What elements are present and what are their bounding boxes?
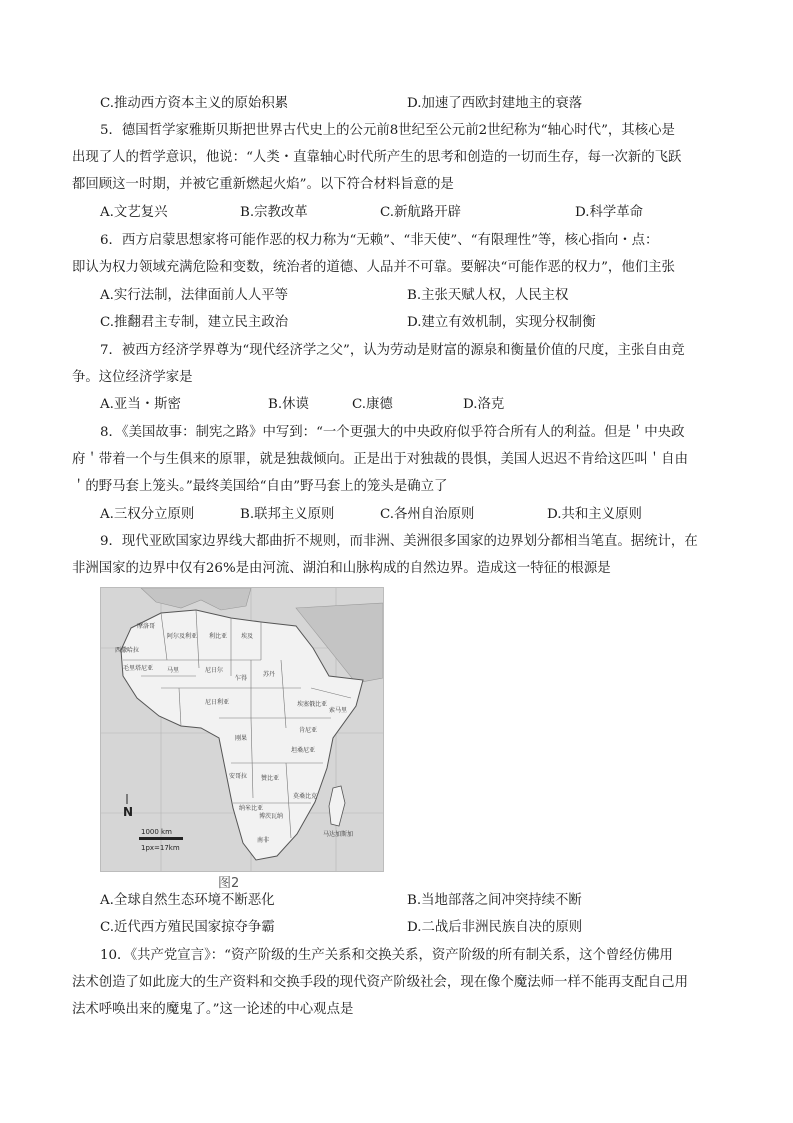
map-label-morocco: 摩洛哥 (137, 623, 156, 630)
q9-option-a: A.全球自然生态环境不断恶化 (100, 893, 275, 908)
q7-option-c: C.康德 (352, 397, 393, 412)
map-label-ethiopia: 埃塞俄比亚 (297, 701, 328, 708)
map-label-mauritania: 毛里塔尼亚 (123, 665, 154, 672)
q5-stem-line-1: 5．德国哲学家雅斯贝斯把世界古代史上的公元前8世纪至公元前2世纪称为“轴心时代”，其核心是 (100, 123, 675, 138)
q7-option-a: A.亚当・斯密 (100, 397, 181, 412)
madagascar-island (329, 786, 345, 826)
q8-option-d: D.共和主义原则 (547, 507, 642, 522)
map-label-niger: 尼日尔 (205, 667, 224, 674)
q6-option-b: B.主张天赋人权，人民主权 (407, 288, 569, 303)
q4-option-c: C.推动西方资本主义的原始积累 (100, 96, 289, 111)
map-label-botswana: 博茨瓦纳 (259, 813, 284, 820)
q9-option-d: D.二战后非洲民族自决的原则 (407, 920, 583, 935)
map-label-congo: 刚果 (235, 735, 248, 742)
q7-option-d: D.洛克 (463, 397, 505, 412)
q8-stem-line-3: ＇的野马套上笼头。”最终美国给“自由”野马套上的笼头是确立了 (72, 479, 448, 494)
europe-landmass (141, 588, 251, 610)
africa-map-svg (101, 588, 383, 871)
q7-stem-line-2: 争。这位经济学家是 (72, 370, 193, 385)
scale-bar (139, 837, 183, 840)
map-label-egypt: 埃及 (241, 633, 254, 640)
q6-stem-line-2: 即认为权力领域充满危险和变数，统治者的道德、人品并不可靠。要解决“可能作恶的权力”，他们主张 (72, 260, 675, 275)
map-label-namibia: 纳米比亚 (239, 805, 264, 812)
map-label-western-sahara: 西撒哈拉 (115, 647, 140, 654)
q8-option-b: B.联邦主义原则 (240, 507, 335, 522)
q9-option-b: B.当地部落之间冲突持续不断 (407, 893, 582, 908)
map-label-madagascar: 马达加斯加 (323, 831, 354, 838)
north-arrow-icon: N (123, 805, 134, 819)
q10-stem-line-1: 10．《共产党宣言》：“资产阶级的生产关系和交换关系，资产阶级的所有制关系，这个曾经仿佛用 (100, 948, 673, 963)
q4-option-d: D.加速了西欧封建地主的衰落 (407, 96, 583, 111)
q6-option-a: A.实行法制，法律面前人人平等 (100, 288, 289, 303)
q5-option-b: B.宗教改革 (240, 205, 308, 220)
map-label-somalia: 索马里 (329, 707, 348, 714)
q8-option-a: A.三权分立原则 (100, 507, 195, 522)
map-label-mali: 马里 (167, 667, 180, 674)
map-label-kenya: 肯尼亚 (299, 727, 318, 734)
q10-stem-line-2: 法术创造了如此庞大的生产资料和交换手段的现代资产阶级社会，现在像个魔法师一样不能再支配自己用 (72, 975, 688, 990)
q8-option-c: C.各州自治原则 (380, 507, 475, 522)
q8-stem-line-2: 府＇带着一个与生俱来的原罪，就是独裁倾向。正是出于对独裁的畏惧，美国人迟迟不肯给这匹叫＇自由 (72, 452, 688, 467)
q9-stem-line-1: 9．现代亚欧国家边界线大都曲折不规则，而非洲、美洲很多国家的边界划分都相当笔直。据统计，在 (100, 534, 698, 549)
q5-option-d: D.科学革命 (575, 205, 644, 220)
q6-option-d: D.建立有效机制，实现分权制衡 (407, 315, 596, 330)
q5-option-a: A.文艺复兴 (100, 205, 168, 220)
map-label-nigeria: 尼日利亚 (205, 699, 230, 706)
q9-option-c: C.近代西方殖民国家掠夺争霸 (100, 920, 275, 935)
q6-option-c: C.推翻君主专制，建立民主政治 (100, 315, 289, 330)
q5-stem-line-3: 都回顾这一时期，并被它重新燃起火焰”。以下符合材料旨意的是 (72, 177, 454, 192)
q8-stem-line-1: 8．《美国故事：制宪之路》中写到：“一个更强大的中央政府似乎符合所有人的利益。但是＇中央政 (100, 425, 685, 440)
map-label-zambia: 赞比亚 (261, 775, 280, 782)
map-label-algeria: 阿尔及利亚 (167, 633, 198, 640)
scale-label: 1000 km (141, 828, 172, 836)
q6-stem-line-1: 6．西方启蒙思想家将可能作恶的权力称为“无赖”、“非天使”、“有限理性”等，核心指向・点： (100, 233, 659, 248)
q7-option-b: B.休谟 (268, 397, 309, 412)
map-label-chad: 乍得 (235, 675, 248, 682)
figure-caption: 图2 (218, 876, 240, 891)
africa-political-map (100, 587, 384, 872)
map-label-tanzania: 坦桑尼亚 (291, 747, 316, 754)
q7-stem-line-1: 7．被西方经济学界尊为“现代经济学之父”，认为劳动是财富的源泉和衡量价值的尺度，主张自由竞 (100, 343, 685, 358)
q5-option-c: C.新航路开辟 (380, 205, 461, 220)
q10-stem-line-3: 法术呼唤出来的魔鬼了。”这一论述的中心观点是 (72, 1002, 354, 1017)
map-label-libya: 利比亚 (209, 633, 228, 640)
map-label-angola: 安哥拉 (229, 773, 248, 780)
q9-stem-line-2: 非洲国家的边界中仅有26%是由河流、湖泊和山脉构成的自然边界。造成这一特征的根源是 (72, 561, 611, 576)
map-label-sudan: 苏丹 (263, 671, 276, 678)
map-label-south-africa: 南非 (257, 837, 270, 844)
q5-stem-line-2: 出现了人的哲学意识，他说：“人类・直靠轴心时代所产生的思考和创造的一切而生存，每一次新的飞跃 (72, 150, 682, 165)
scale-ratio-label: 1px=17km (141, 844, 180, 852)
map-label-mozambique: 莫桑比克 (293, 793, 318, 800)
